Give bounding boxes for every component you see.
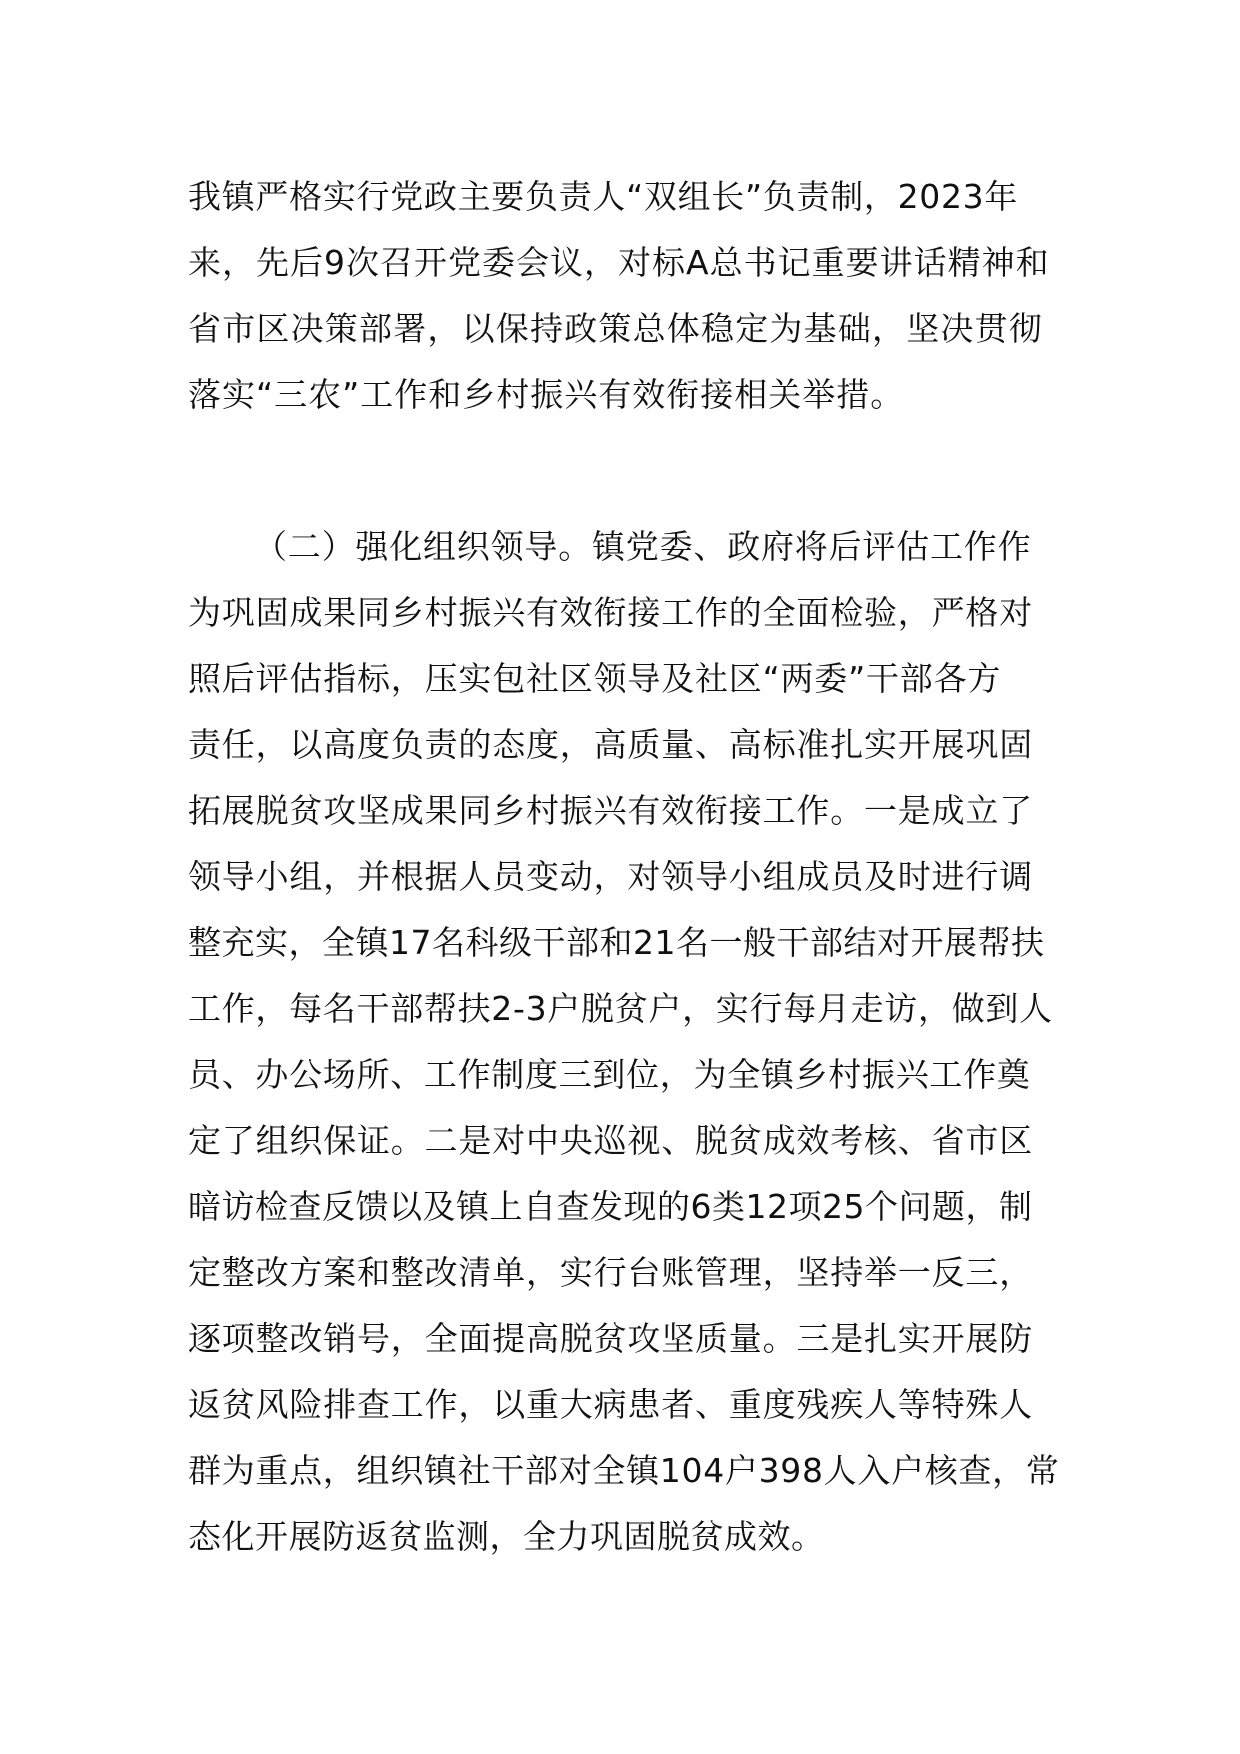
paragraph-2-line-12: 定整改方案和整改清单，实行台账管理，坚持举一反三， xyxy=(188,1253,1033,1292)
paragraph-2-line-8: 工作，每名干部帮扶2-3户脱贫户，实行每月走访，做到人 xyxy=(188,989,1053,1028)
paragraph-2-line-1-text: （二）强化组织领导。镇党委、政府将后评估工作作 xyxy=(254,527,1032,566)
paragraph-spacer xyxy=(188,428,1058,514)
paragraph-2-line-1 xyxy=(188,514,1058,580)
paragraph-2-line-15: 群为重点，组织镇社干部对全镇104户398人入户核查，常 xyxy=(188,1451,1060,1490)
paragraph-2-line-11: 暗访检查反馈以及镇上自查发现的6类12项25个问题，制 xyxy=(188,1187,1033,1226)
paragraph-2-line-13: 逐项整改销号，全面提高脱贫攻坚质量。三是扎实开展防 xyxy=(188,1319,1033,1358)
document-body xyxy=(188,164,1058,1570)
paragraph-1 xyxy=(188,164,1058,428)
paragraph-2-line-9: 员、办公场所、工作制度三到位，为全镇乡村振兴工作奠 xyxy=(188,1055,1031,1094)
paragraph-2-line-2: 为巩固成果同乡村振兴有效衔接工作的全面检验，严格对 xyxy=(188,593,1033,632)
paragraph-1-line-4: 落实“三农”工作和乡村振兴有效衔接相关举措。 xyxy=(188,375,905,414)
paragraph-2-line-6: 领导小组，并根据人员变动，对领导小组成员及时进行调 xyxy=(188,857,1033,896)
paragraph-2-line-16: 态化开展防返贫监测，全力巩固脱贫成效。 xyxy=(188,1517,825,1556)
paragraph-2 xyxy=(188,514,1058,1570)
paragraph-2-line-14: 返贫风险排查工作，以重大病患者、重度残疾人等特殊人 xyxy=(188,1385,1033,1424)
paragraph-1-line-3: 省市区决策部署，以保持政策总体稳定为基础，坚决贯彻 xyxy=(188,309,1043,348)
paragraph-2-line-4: 责任，以高度负责的态度，高质量、高标准扎实开展巩固 xyxy=(188,725,1033,764)
paragraph-1-line-2: 来，先后9次召开党委会议，对标A总书记重要讲话精神和 xyxy=(188,243,1050,282)
paragraph-2-line-3: 照后评估指标，压实包社区领导及社区“两委”干部各方 xyxy=(188,659,1002,698)
paragraph-2-line-7: 整充实，全镇17名科级干部和21名一般干部结对开展帮扶 xyxy=(188,923,1045,962)
paragraph-2-line-5: 拓展脱贫攻坚成果同乡村振兴有效衔接工作。一是成立了 xyxy=(188,791,1033,830)
paragraph-1-line-1: 我镇严格实行党政主要负责人“双组长”负责制，2023年 xyxy=(188,177,1019,216)
paragraph-2-line-10: 定了组织保证。二是对中央巡视、脱贫成效考核、省市区 xyxy=(188,1121,1033,1160)
